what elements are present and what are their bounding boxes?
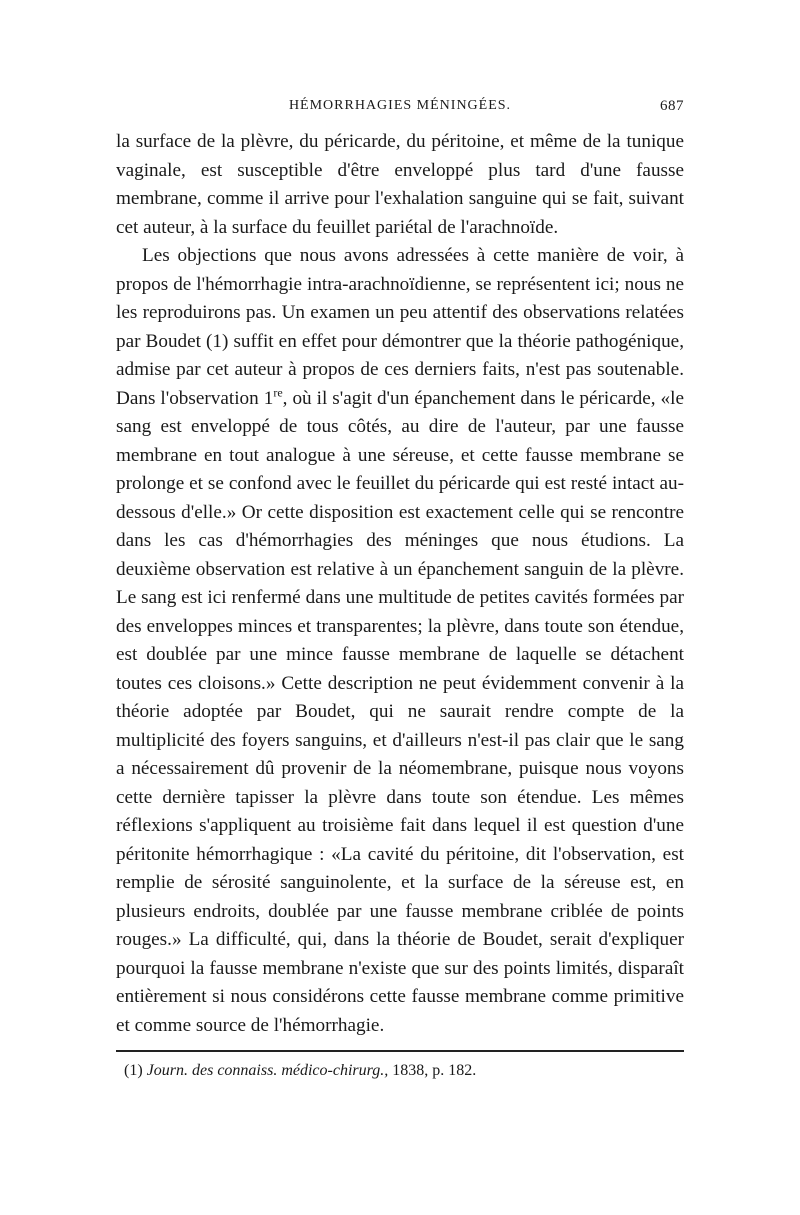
footnote-marker: (1) bbox=[124, 1062, 143, 1079]
paragraph-objections bbox=[116, 242, 684, 1040]
body-text bbox=[116, 128, 684, 1040]
superscript-re: re bbox=[273, 385, 283, 400]
paragraph-text-part-1: Les objections que nous avons adressées à cette manière de voir, à propos de l'hémorrhagie intra-arachnoïdienne, se représentent ici; nous ne les reproduirons pas. Un examen un peu attentif des observations relatées par Boudet (1) suffit en effet pour démontrer que la théorie pathogénique, admise par cet auteur à propos de ces derniers faits, n'est pas soutenable. Dans l'observation 1 bbox=[116, 245, 684, 409]
footnote-details: 1838, p. 182. bbox=[392, 1062, 477, 1079]
footnote-source: Journ. des connaiss. médico-chirurg., bbox=[146, 1062, 389, 1079]
page-number: 687 bbox=[660, 98, 684, 114]
footnote bbox=[116, 1060, 684, 1082]
paragraph-continuation: la surface de la plèvre, du péricarde, du péritoine, et même de la tunique vaginale, est susceptible d'être enveloppé plus tard d'une fausse membrane, comme il arrive pour l'exhalation sanguine qui se fait, suivant cet auteur, à la surface du feuillet pariétal de l'arachnoïde. bbox=[116, 131, 684, 238]
paragraph-text-part-2: , où il s'agit d'un épanchement dans le péricarde, «le sang est enveloppé de tous côtés, au dire de l'auteur, par une fausse membrane en tout analogue à une séreuse, et cette fausse membrane se prolonge et se confond avec le feuillet du péricarde qui est resté intact au-dessous d'elle.» Or cette disposition est exactement celle qui se rencontre dans les cas d'hémorrhagies des méninges que nous étudions. La deuxième observation est relative à un épanchement sanguin de la plèvre. Le sang est ici renfermé dans une multitude de petites cavités formées par des enveloppes minces et transparentes; la plèvre, dans toute son étendue, est doublée par une mince fausse membrane de laquelle se détachent toutes ces cloisons.» Cette description ne peut évidemment convenir à la théorie adoptée par Boudet, qui ne saurait rendre compte de la multiplicité des foyers sanguins, et d'ailleurs n'est-il pas clair que le sang a nécessairement dû provenir de la néomembrane, puisque nous voyons cette dernière tapisser la plèvre dans toute son étendue. Les mêmes réflexions s'appliquent au troisième fait dans lequel il est question d'une péritonite hémorrhagique : «La cavité du péritoine, dit l'observation, est remplie de sérosité sanguinolente, et la surface de la séreuse est, en plusieurs endroits, doublée par une fausse membrane criblée de points rouges.» La difficulté, qui, dans la théorie de Boudet, serait d'expliquer pourquoi la fausse membrane n'existe que sur des points limités, disparaît entièrement si nous considérons cette fausse membrane comme primitive et comme source de l'hémorrhagie. bbox=[116, 387, 684, 1036]
running-head bbox=[116, 98, 684, 124]
footnote-rule bbox=[116, 1050, 684, 1052]
running-title: HÉMORRHAGIES MÉNINGÉES. bbox=[288, 98, 512, 113]
book-page bbox=[116, 98, 684, 1082]
